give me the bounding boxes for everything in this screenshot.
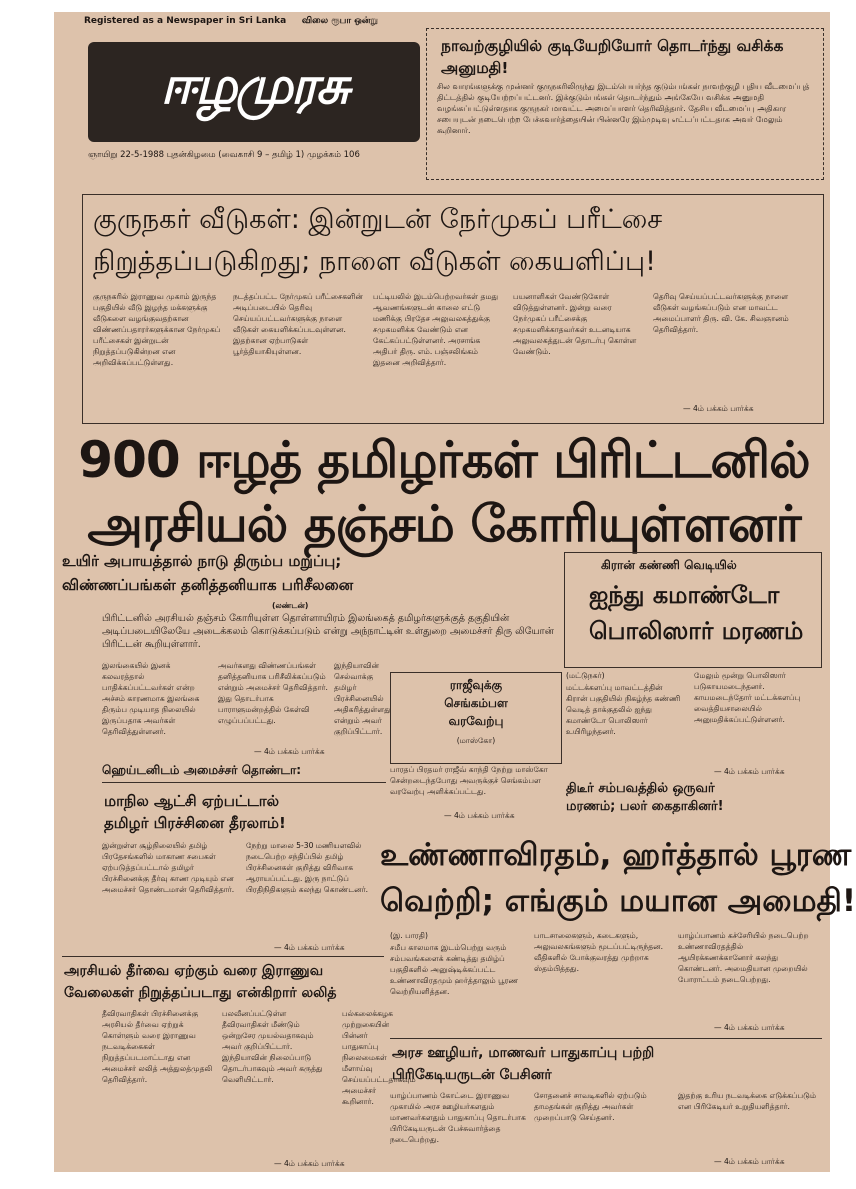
rajiv-headline-1: ராஜீவுக்கு [449,678,503,692]
commando-col-a: மட்டக்களப்பு மாவட்டத்தின் கிரான் பகுதியில் நிகழ்ந்த கண்ணி வெடித் தாக்குதலில் ஐந்து கமாண்டோ பொலிஸார் உயிரிழந்தனர். [566,683,681,736]
uk-lead: பிரிட்டனில் அரசியல் தஞ்சம் கோரியுள்ள தொள்ளாயிரம் இலங்கைத் தமிழர்களுக்குத் தகுதியின் அடிப்படையிலேயே அடைக்கலம் கொடுக்கப்படும் என்று அந்நாட்டின் உள்துறை அமைச்சர் திரு லியோன் பிரிட்டன் கூறியுள்ளார். [102,613,554,650]
uk-subhead-1: உயிர் அபாயத்தால் நாடு திரும்ப மறுப்பு; [62,552,342,570]
fast-dateline: (இ. பாரதி) [390,931,428,940]
fast-jump: — 4ம் பக்கம் பார்க்க [714,1023,785,1032]
top-right-story [426,28,824,180]
fast-col-c: யாழ்ப்பாணம் கச்சேரியில் நடைபெற்ற உண்ணாவிரதத்தில் ஆயிரக்கணக்கானோர் கலந்து கொண்டனர். அமைதியான முறையில் போராட்டம் நடைபெற்றது. [678,931,809,984]
commando-dateline: (மட்டுநகர்) [566,671,605,680]
lalith-headline-1: அரசியல் தீர்வை ஏற்கும் வரை இராணுவ [64,963,324,979]
security-headline-1: அரச ஊழியர், மாணவர் பாதுகாப்பு பற்றி [392,1045,655,1061]
security-col-a: யாழ்ப்பாணம் கோட்டை இராணுவ முகாமில் அரச ஊழியர்களதும் மாணவர்களதும் பாதுகாப்பு தொடர்பாக பிரிகேடியருடன் பேச்சுவார்த்தை நடைபெற்றது. [390,1091,526,1144]
commando-story [564,552,822,668]
rajiv-body: பாரதப் பிரதமர் ராஜீவ் காந்தி நேற்று மாஸ்கோ சென்றடைந்தபோது அவருக்குச் செங்கம்பள வரவேற்பு அளிக்கப்பட்டது. [390,765,548,796]
divider [62,956,384,957]
fast-col-b: பாடசாலைகளும், கடைகளும், அலுவலகங்களும் மூடப்பட்டிருந்தன. வீதிகளில் போக்குவரத்து முற்றாக ஸ்தம்பித்தது. [534,931,663,973]
uk-col-c: இந்தியாவின் செல்வாக்கு தமிழர் பிரச்சினையில் அதிகரித்துள்ளது என்றும் அவர் குறிப்பிட்டார். [334,661,391,736]
divider [102,782,386,783]
rajiv-headline-3: வரவேற்பு [448,714,504,728]
fast-headline [380,832,856,924]
top-right-headline: நாவற்குழியில் குடியேறியோர் தொடர்ந்து வசிக்க அனுமதி! [441,37,784,77]
rajiv-story [390,672,562,764]
housing-jump: — 4ம் பக்கம் பார்க்க [683,404,754,413]
commando-kicker: கிரான் கண்ணி வெடியில் [601,558,737,572]
security-col-b: சோதனைச் சாவடிகளில் ஏற்படும் தாமதங்கள் குறித்து அவர்கள் முறைப்பாடு செய்தனர். [534,1091,647,1122]
incident-headline-2: மரணம்; பலர் கைதாகினர்! [566,799,724,814]
lalith-col-c: பல்கலைக்கழக முற்றுகையின் பின்னர் பாதுகாப்பு நிலைமைகள் மீளாய்வு செய்யப்பட்டதாகவும் அமைச்சர் கூறினார். [342,1009,416,1106]
province-headline-1: மாநில ஆட்சி ஏற்பட்டால் [104,792,280,810]
price-text: விலை ரூபா ஒன்று [301,16,378,26]
rajiv-dateline: (மாஸ்கோ) [456,736,496,745]
uk-col-a: இலங்கையில் இனக் கலவரத்தால் பாதிக்கப்பட்டவர்கள் என்ற அச்சம் காரணமாக இலங்கை திரும்ப முடியாத நிலையில் இருப்பதாக அவர்கள் தெரிவித்துள்ளனர். [102,661,200,736]
uk-subhead-2: விண்ணப்பங்கள் தனித்தனியாக பரிசீலனை [62,576,354,594]
fast-headline-line1: உண்ணாவிரதம், ஹர்த்தால் பூரண [380,837,852,873]
incident-headline-1: திடீர் சம்பவத்தில் ஒருவர் [566,781,715,796]
masthead-title: ஈழமுரசு [160,56,348,116]
housing-story [82,194,824,424]
uk-dateline: (லண்டன்) [272,601,309,610]
top-right-body: சில வாரங்களுக்கு முன்னர் குருநகரிலிருந்து இடம்பெயர்ந்த குடும்பங்கள் நாவற்குழி புதிய வீடமைப்புத் திட்டத்தில் குடியேற்றப்பட்டனர். இக்குடும்பங்கள் தொடர்ந்தும் அங்கேயே வசிக்க அனுமதி வழங்கப்பட்டுள்ளதாக குருநகர் மாவட்ட அமைப்பாளர் தெரிவித்தார். தேசிய வீடமைப்பு அதிகார சபையுடன் நடைபெற்ற பேச்சுவார்த்தையின் பின்னரே இம்முடிவு எட்டப்பட்டதாக அவர் மேலும் கூறினார். [437,82,810,135]
housing-headline [93,199,815,283]
uk-jump: — 4ம் பக்கம் பார்க்க [254,747,325,756]
commando-headline-line1: ஐந்து கமாண்டோ [589,581,780,609]
main-headline-line1: 900 ஈழத் தமிழர்கள் பிரிட்டனில் [78,431,810,489]
security-col-c: இதற்கு உரிய நடவடிக்கை எடுக்கப்படும் என பிரிகேடியர் உறுதியளித்தார். [678,1091,817,1111]
housing-col-3: பட்டியலில் இடம்பெற்றவர்கள் தமது ஆவணங்களுடன் காலை எட்டு மணிக்கு பிரதேச அலுவலகத்துக்கு சமுகமளிக்க வேண்டும் என கேட்கப்பட்டுள்ளனர். அரசாங்க அதிபர் திரு. எம். பஞ்சலிங்கம் இதனை அறிவித்தார். [373,292,499,367]
rajiv-headline-2: செங்கம்பள [444,696,508,710]
security-headline-2: பிரிகேடியருடன் பேசினர் [392,1067,552,1083]
housing-col-2: நடத்தப்பட்ட நேர்முகப் பரீட்சைகளின் அடிப்படையில் தெரிவு செய்யப்பட்டவர்களுக்கு நாளை வீடுகள் கையளிக்கப்படவுள்ளன. இதற்கான ஏற்பாடுகள் பூர்த்தியாகியுள்ளன. [233,292,363,356]
main-headline-line2: அரசியல் தஞ்சம் கோரியுள்ளனர் [87,495,801,553]
housing-col-4: பயனாளிகள் வேண்டுகோள் விடுத்துள்ளனர். இன்று வரை நேர்முகப் பரீட்சைக்கு சமுகமளிக்காதவர்கள் உடனடியாக அலுவலகத்துடன் தொடர்பு கொள்ள வேண்டும். [513,292,637,356]
minister-note: ஹெய்டனிடம் அமைச்சர் தொண்டா: [102,763,302,777]
masthead [88,42,420,142]
province-jump: — 4ம் பக்கம் பார்க்க [274,943,345,952]
province-headline-2: தமிழர் பிரச்சினை தீரலாம்! [104,814,286,832]
lalith-headline-2: வேலைகள் நிறுத்தப்படாது என்கிறார் லலித் [64,985,337,1001]
divider [390,1038,822,1039]
lalith-col-a: தீவிரவாதிகள் பிரச்சினைக்கு அரசியல் தீர்வை ஏற்றுக் கொள்ளும் வரை இராணுவ நடவடிக்கைகள் நிறுத்தப்படமாட்டாது என அமைச்சர் லலித் அத்துலத்முதலி தெரிவித்தார். [102,1009,213,1084]
registration-text: Registered as a Newspaper in Sri Lanka [84,16,287,26]
security-jump: — 4ம் பக்கம் பார்க்க [714,1157,785,1166]
lalith-col-b: பலவீனப்பட்டுள்ள தீவிரவாதிகள் மீண்டும் ஒன்றுசேர முயல்வதாகவும் அவர் குறிப்பிட்டார். இந்தியாவின் நிலைப்பாடு தொடர்பாகவும் அவர் கருத்து வெளியிட்டார். [222,1009,323,1084]
housing-headline-line2: நிறுத்தப்படுகிறது; நாளை வீடுகள் கையளிப்பு! [93,246,656,277]
main-headline [74,428,814,556]
uk-col-b: அவர்களது விண்ணப்பங்கள் தனித்தனியாக பரிசீலிக்கப்படும் என்றும் அமைச்சர் தெரிவித்தார். இது தொடர்பாக பாராளுமன்றத்தில் கேள்வி எழுப்பப்பட்டது. [218,661,328,725]
fast-col-a: சமீப காலமாக இடம்பெற்று வரும் சம்பவங்களைக் கண்டித்து தமிழ்ப் பகுதிகளில் அனுஷ்டிக்கப்பட்ட உண்ணாவிரதமும் ஹர்த்தாலும் பூரண வெற்றியளித்தன. [390,943,519,996]
commando-headline [589,577,803,649]
lalith-jump: — 4ம் பக்கம் பார்க்க [274,1159,345,1168]
commando-jump: — 4ம் பக்கம் பார்க்க [714,767,785,776]
commando-headline-line2: பொலிஸார் மரணம் [589,617,804,645]
province-col-b: நேற்று மாலை 5-30 மணியளவில் நடைபெற்ற சந்திப்பில் தமிழ் பிரச்சினைகள் குறித்து விரிவாக ஆராயப்பட்டது. இரு நாட்டுப் பிரதிநிதிகளும் கலந்து கொண்டனர். [246,841,368,894]
commando-col-b: மேலும் மூன்று பொலிஸார் படுகாயமடைந்தனர். காயமடைந்தோர் மட்டக்களப்பு வைத்தியசாலையில் அனுமதிக்கப்பட்டுள்ளனர். [694,671,801,724]
housing-col-1: குருநகரில் இராணுவ முகாம் இருந்த பகுதியில் வீடு இழந்த மக்களுக்கு வீடுகளை வழங்குவதற்கான விண்ணப்பதாரர்களுக்கான நேர்முகப் பரீட்சைகள் இன்றுடன் நிறுத்தப்படுகின்றன என அறிவிக்கப்பட்டுள்ளது. [93,292,221,367]
fast-headline-line2: வெற்றி; எங்கும் மயான அமைதி! [380,883,856,919]
top-strip [84,16,378,27]
housing-col-5: தெரிவு செய்யப்பட்டவர்களுக்கு நாளை வீடுகள் வழங்கப்படும் என மாவட்ட அமைப்பாளர் திரு. வி. கே. சிவஞானம் தெரிவித்தார். [653,292,789,334]
housing-headline-line1: குருநகர் வீடுகள்: இன்றுடன் நேர்முகப் பரீட்சை [93,204,663,235]
rajiv-jump: — 4ம் பக்கம் பார்க்க [444,811,515,820]
issue-dateline: ஞாயிறு 22-5-1988 புதன்கிழமை (வைகாசி 9 – தமிழ் 1) முழக்கம் 106 [88,150,360,160]
newspaper-page [54,12,856,1172]
province-col-a: இன்றுள்ள சூழ்நிலையில் தமிழ் பிரதேசங்களில் மாகாண சபைகள் ஏற்படுத்தப்பட்டால் தமிழர் பிரச்சினைக்கு தீர்வு காண முடியும் என அமைச்சர் தொண்டமான் தெரிவித்தார். [102,841,235,894]
